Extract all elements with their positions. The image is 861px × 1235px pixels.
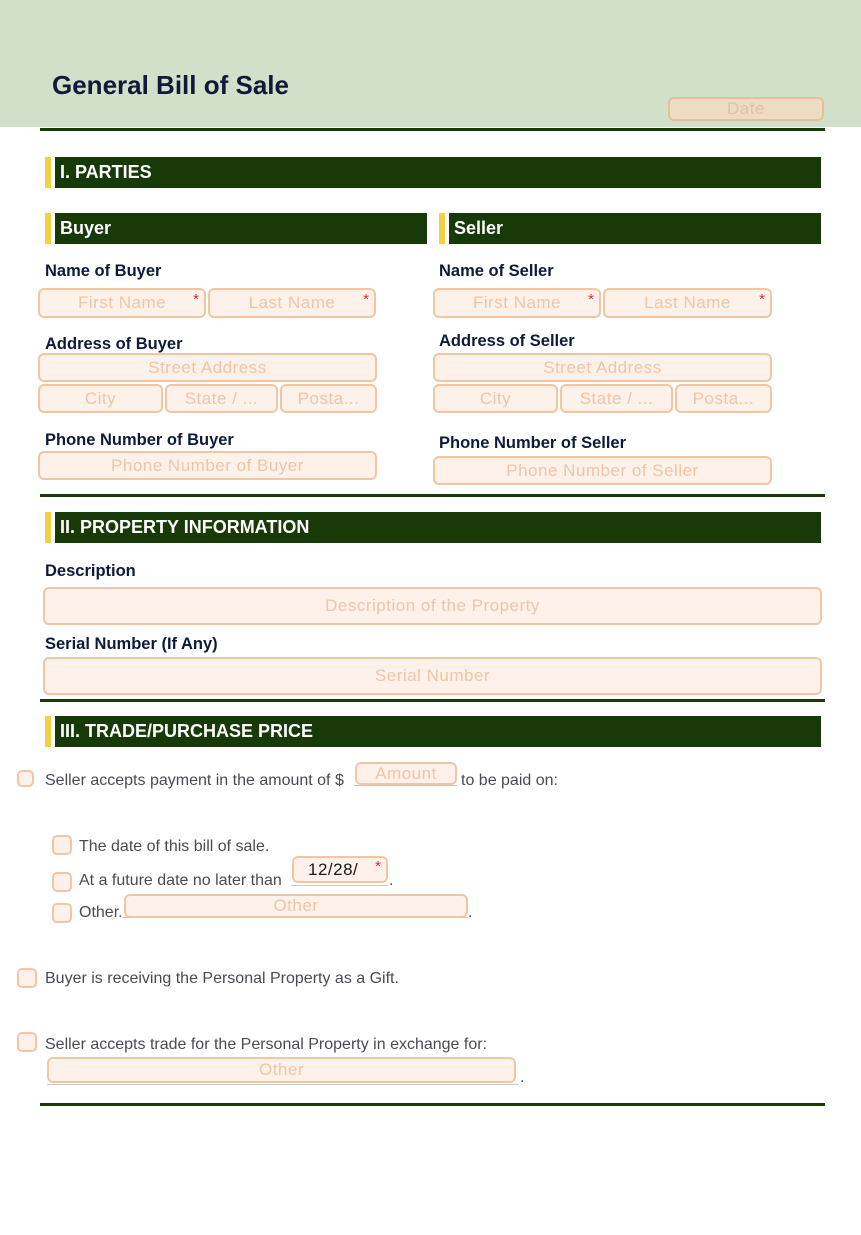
seller-first-name-placeholder: First Name: [472, 293, 562, 312]
trade-text: Seller accepts trade for the Personal Property in exchange for:: [45, 1036, 488, 1053]
divider: [40, 1103, 825, 1106]
buyer-first-name-input[interactable]: [38, 288, 206, 318]
buyer-state-input[interactable]: State / ...: [165, 384, 278, 413]
divider: [40, 128, 825, 131]
required-marker: *: [759, 291, 765, 308]
required-marker: *: [193, 291, 199, 308]
buyer-phone-label: Phone Number of Buyer: [45, 431, 234, 449]
bill-date-option-label: The date of this bill of sale.: [79, 838, 270, 855]
serial-number-label: Serial Number (If Any): [45, 635, 218, 653]
serial-number-input[interactable]: Serial Number: [43, 657, 822, 695]
buyer-last-name-placeholder: Last Name: [248, 293, 336, 312]
buyer-city-input[interactable]: City: [38, 384, 163, 413]
other-input[interactable]: Other: [124, 894, 468, 918]
required-marker: *: [375, 858, 381, 875]
seller-address-label: Address of Seller: [439, 332, 575, 350]
payment-checkbox[interactable]: [17, 770, 34, 787]
buyer-street-input[interactable]: Street Address: [38, 353, 377, 382]
buyer-address-label: Address of Buyer: [45, 335, 183, 353]
future-date-value: 12/28/: [308, 860, 359, 879]
payment-text: Seller accepts payment in the amount of $: [45, 772, 344, 789]
seller-city-input[interactable]: City: [433, 384, 558, 413]
future-date-underline: [291, 885, 388, 886]
trade-underline: [47, 1084, 519, 1085]
period: .: [389, 872, 394, 889]
future-date-input[interactable]: [292, 856, 388, 883]
buyer-name-label: Name of Buyer: [45, 262, 162, 280]
required-marker: *: [588, 291, 594, 308]
buyer-phone-input[interactable]: Phone Number of Buyer: [38, 451, 377, 480]
seller-last-name-input[interactable]: [603, 288, 772, 318]
buyer-postal-input[interactable]: Posta...: [280, 384, 377, 413]
page-title: General Bill of Sale: [52, 70, 289, 100]
seller-state-input[interactable]: State / ...: [560, 384, 673, 413]
divider: [40, 699, 825, 702]
future-date-checkbox[interactable]: [52, 872, 72, 892]
period: .: [468, 904, 473, 921]
section-property-heading: II. PROPERTY INFORMATION: [45, 512, 821, 543]
seller-first-name-input[interactable]: [433, 288, 601, 318]
section-parties-heading: I. PARTIES: [45, 157, 821, 188]
seller-street-input[interactable]: Street Address: [433, 353, 772, 382]
seller-heading: Seller: [439, 213, 821, 244]
other-option-label: Other.: [79, 904, 123, 921]
period: .: [520, 1069, 525, 1086]
buyer-last-name-input[interactable]: [208, 288, 376, 318]
seller-last-name-placeholder: Last Name: [644, 293, 731, 312]
future-date-option-label: At a future date no later than: [79, 872, 282, 889]
trade-checkbox[interactable]: [17, 1032, 37, 1052]
seller-phone-input[interactable]: Phone Number of Seller: [433, 456, 772, 485]
gift-checkbox[interactable]: [17, 968, 37, 988]
date-field[interactable]: Date: [668, 97, 824, 121]
gift-text: Buyer is receiving the Personal Property as a Gift.: [45, 970, 399, 987]
seller-phone-label: Phone Number of Seller: [439, 434, 627, 452]
other-checkbox[interactable]: [52, 903, 72, 923]
bill-date-checkbox[interactable]: [52, 835, 72, 855]
payment-text-after: to be paid on:: [461, 772, 558, 789]
section-price-heading: III. TRADE/PURCHASE PRICE: [45, 716, 821, 747]
description-input[interactable]: Description of the Property: [43, 587, 822, 625]
seller-postal-input[interactable]: Posta...: [675, 384, 772, 413]
buyer-heading: Buyer: [45, 213, 427, 244]
required-marker: *: [363, 291, 369, 308]
amount-input[interactable]: Amount: [355, 762, 457, 785]
divider: [40, 494, 825, 497]
seller-name-label: Name of Seller: [439, 262, 554, 280]
amount-underline: [354, 785, 457, 786]
trade-input[interactable]: Other: [47, 1057, 516, 1083]
buyer-first-name-placeholder: First Name: [77, 293, 167, 312]
description-label: Description: [45, 562, 136, 580]
